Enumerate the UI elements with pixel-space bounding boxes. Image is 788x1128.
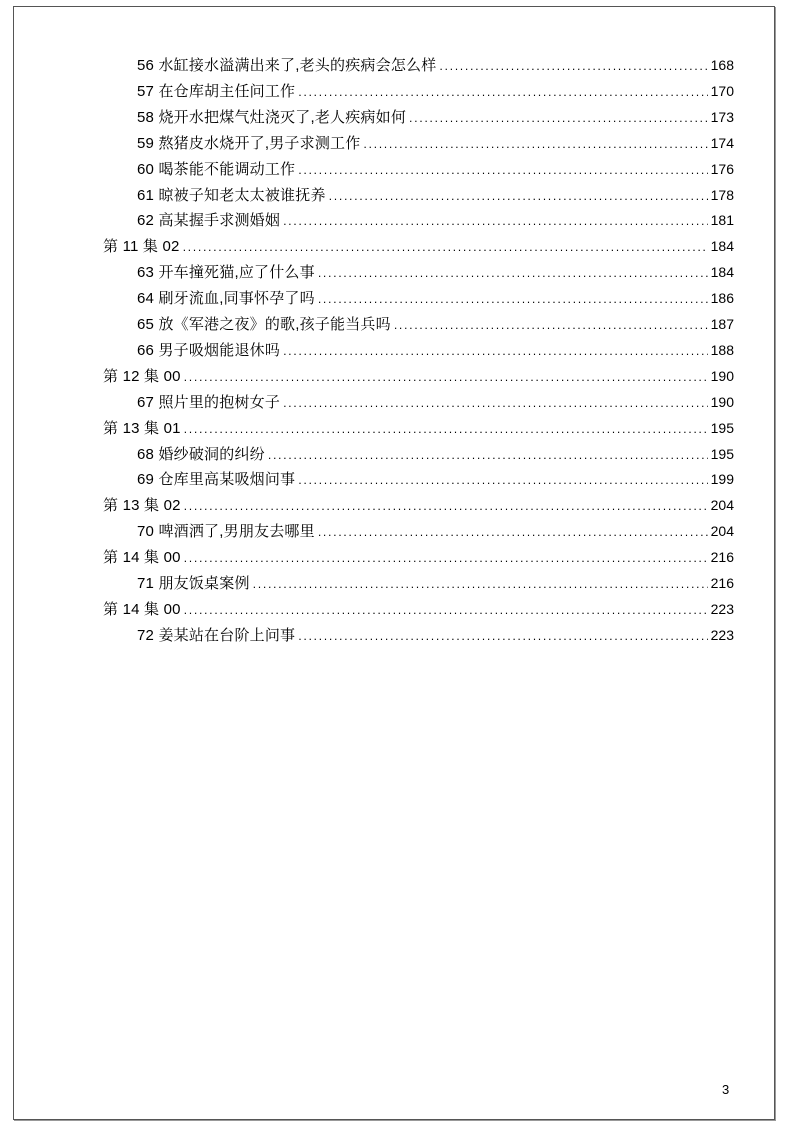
toc-entry[interactable]	[103, 494, 734, 516]
toc-entry-title: 61 晾被子知老太太被谁抚养	[137, 186, 326, 204]
toc-entry-title: 第 11 集 02	[103, 238, 180, 256]
toc-entry-page: 190	[710, 393, 734, 410]
toc-entry[interactable]	[103, 235, 734, 257]
toc-entry-page: 181	[710, 212, 734, 229]
toc-entry[interactable]	[137, 158, 734, 180]
toc-entry[interactable]	[137, 443, 734, 465]
toc-entry-page: 190	[710, 367, 734, 384]
toc-dot-leader	[318, 522, 708, 544]
toc-entry-title: 67 照片里的抱树女子	[137, 393, 281, 411]
toc-dot-leader	[184, 367, 708, 389]
toc-dot-leader	[268, 445, 708, 467]
toc-entry-page: 204	[710, 523, 734, 540]
toc-entry[interactable]	[137, 468, 734, 490]
toc-entry-page: 174	[710, 134, 734, 151]
toc-entry-title: 70 啤酒洒了,男朋友去哪里	[137, 523, 315, 541]
toc-entry-page: 184	[710, 264, 734, 281]
toc-entry-page: 195	[710, 419, 734, 436]
toc-entry-page: 170	[710, 82, 734, 99]
toc-entry-title: 71 朋友饭桌案例	[137, 575, 250, 592]
toc-dot-leader	[184, 496, 708, 518]
toc-entry-page: 204	[710, 497, 734, 514]
toc-entry-page: 216	[710, 575, 734, 591]
toc-entry-title: 第 12 集 00	[103, 367, 181, 385]
toc-entry-page: 173	[710, 108, 734, 125]
toc-dot-leader	[409, 108, 708, 130]
toc-entry-page: 184	[710, 238, 734, 255]
toc-dot-leader	[184, 419, 708, 441]
toc-entry-page: 188	[710, 341, 734, 358]
toc-entry-page: 195	[710, 445, 734, 462]
toc-entry-title: 第 14 集 00	[103, 549, 181, 567]
toc-entry[interactable]	[103, 417, 734, 439]
toc-entry[interactable]	[137, 54, 734, 76]
toc-entry-page: 186	[710, 290, 734, 307]
toc-entry-title: 63 开车撞死猫,应了什么事	[137, 264, 315, 282]
toc-dot-leader	[184, 600, 708, 622]
toc-dot-leader	[298, 626, 707, 648]
toc-entry[interactable]	[137, 624, 734, 646]
toc-entry-page: 187	[710, 316, 734, 332]
toc-dot-leader	[298, 82, 707, 104]
toc-dot-leader	[363, 134, 707, 156]
toc-entry-title: 57 在仓库胡主任问工作	[137, 82, 296, 100]
toc-dot-leader	[183, 237, 708, 259]
toc-dot-leader	[394, 315, 708, 337]
toc-entry[interactable]	[103, 598, 734, 620]
toc-entry-title: 59 熬猪皮水烧开了,男子求测工作	[137, 134, 361, 152]
toc-entry-title: 72 姜某站在台阶上问事	[137, 626, 296, 644]
toc-dot-leader	[283, 393, 708, 415]
toc-entry-title: 第 13 集 01	[103, 419, 181, 437]
toc-entry[interactable]	[137, 520, 734, 542]
toc-entry[interactable]	[137, 572, 734, 594]
toc-entry-page: 176	[710, 160, 734, 177]
toc-dot-leader	[283, 211, 708, 233]
toc-entry[interactable]	[137, 132, 734, 154]
toc-entry-page: 223	[710, 600, 734, 617]
toc-entry[interactable]	[137, 80, 734, 102]
toc-dot-leader	[184, 548, 708, 570]
toc-dot-leader	[318, 263, 708, 285]
toc-dot-leader	[298, 160, 707, 182]
toc-entry-title: 第 13 集 02	[103, 497, 181, 515]
toc-entry-title: 58 烧开水把煤气灶浇灭了,老人疾病如何	[137, 108, 407, 126]
toc-entry[interactable]	[137, 261, 734, 283]
toc-entry[interactable]	[137, 106, 734, 128]
toc-entry-title: 65 放《军港之夜》的歌,孩子能当兵吗	[137, 316, 391, 333]
toc-entry-title: 68 婚纱破洞的纠纷	[137, 445, 265, 463]
toc-entry-title: 56 水缸接水溢满出来了,老头的疾病会怎么样	[137, 57, 437, 74]
toc-entry-title: 69 仓库里高某吸烟问事	[137, 471, 296, 489]
toc-entry[interactable]	[137, 209, 734, 231]
toc-entry[interactable]	[137, 391, 734, 413]
toc-entry[interactable]	[103, 546, 734, 568]
page-number: 3	[722, 1082, 730, 1097]
toc-entry-title: 62 高某握手求测婚姻	[137, 212, 281, 230]
toc-entry[interactable]	[137, 287, 734, 309]
toc-dot-leader	[298, 470, 707, 492]
toc-dot-leader	[439, 56, 707, 78]
toc-entry-page: 168	[710, 57, 734, 73]
toc-entry-page: 199	[710, 471, 734, 488]
toc-entry[interactable]	[137, 339, 734, 361]
toc-dot-leader	[283, 341, 708, 363]
toc-entry-page: 178	[710, 186, 734, 203]
toc-entry-page: 216	[710, 549, 734, 566]
toc-entry[interactable]	[103, 365, 734, 387]
toc-entry-title: 60 喝茶能不能调动工作	[137, 160, 296, 178]
toc-entry-title: 66 男子吸烟能退休吗	[137, 341, 281, 359]
toc-entry[interactable]	[137, 184, 734, 206]
toc-dot-leader	[329, 186, 708, 208]
toc-entry[interactable]	[137, 313, 734, 335]
toc-entry-page: 223	[710, 626, 734, 643]
toc-dot-leader	[253, 574, 708, 596]
toc-dot-leader	[318, 289, 708, 311]
toc-entry-title: 第 14 集 00	[103, 600, 181, 618]
toc-entry-title: 64 刷牙流血,同事怀孕了吗	[137, 290, 315, 308]
